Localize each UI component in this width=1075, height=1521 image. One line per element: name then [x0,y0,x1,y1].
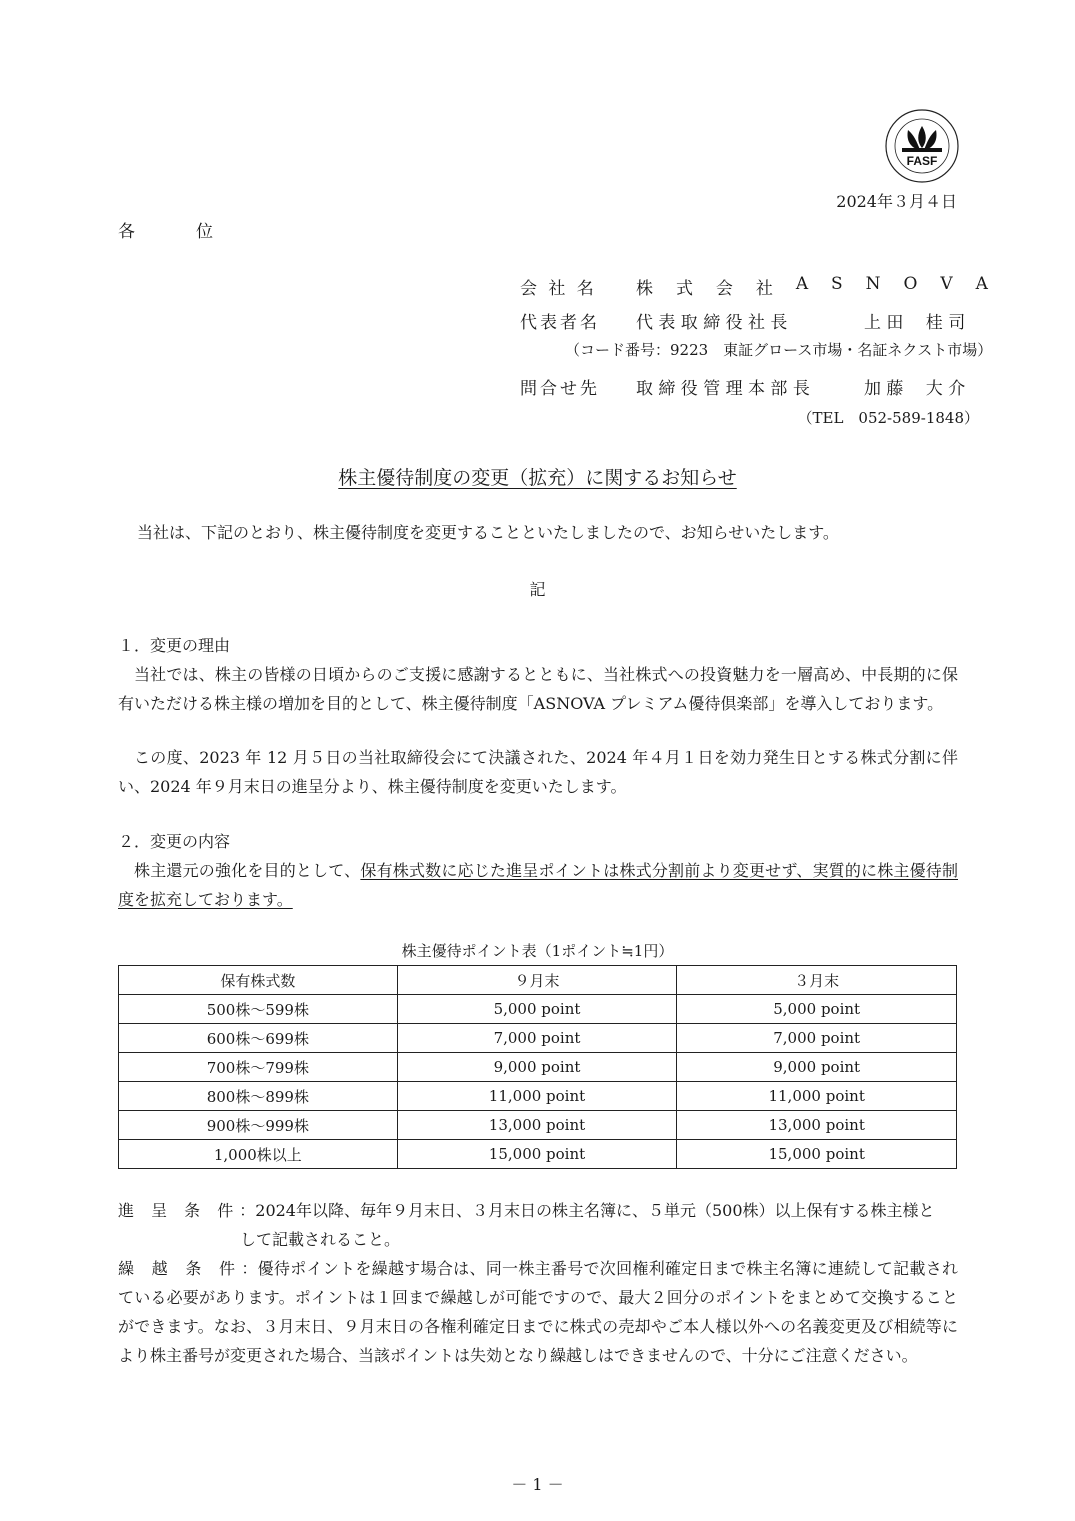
section-2-paragraph [118,856,958,914]
representative-value [636,308,988,333]
page-number: － 1 － [511,1475,564,1494]
logo-text: FASF [906,154,938,168]
representative-label: 代表者名 [520,313,600,333]
carryover-conditions-text: ：優待ポイントを繰越す場合は、同一株主番号で次回権利確定日まで株主名簿に連続して記載されている必要があります。ポイントは１回まで繰越しが可能ですので、最大２回分のポイントをまとめて交換することができます。なお、３月末日、９月末日の各権利確定日までに株式の売却やご本人様以外への名義変更及び相続等により株主番号が変更された場合、当該ポイントは失効となり繰越しはできませんので、十分にご注意ください。 [118,1259,958,1365]
company-name-char: S [831,274,843,294]
cell-march: 5,000 point [677,995,957,1024]
header-holdings: 保有株式数 [119,966,398,995]
contact-value [636,374,988,399]
grant-conditions-text-2: して記載されること。 [240,1230,401,1249]
document-title-text: 株主優待制度の変更（拡充）に関するお知らせ [338,467,737,489]
company-name-char: 会 [715,279,733,299]
contact-title: 取 締 役 管 理 本 部 長 [636,379,810,399]
grant-conditions-text-1: ：2024年以降、毎年９月末日、３月末日の株主名簿に、５単元（500株）以上保有する株主様と [239,1201,935,1220]
company-name-char: A [975,274,988,294]
carryover-conditions-label: 繰 越 条 件 [118,1259,242,1278]
company-name-char: 社 [755,279,773,299]
header-september: ９月末 [397,966,677,995]
table-row [119,1053,957,1082]
points-table [118,965,957,1169]
cell-holdings: 1,000株以上 [119,1140,398,1169]
cell-holdings: 500株～599株 [119,995,398,1024]
section-2-underlined: 保有株式数に応じた進呈ポイントは株式分割前より変更せず、実質的に株主優待制度を拡充しております。 [118,861,958,909]
cell-march: 11,000 point [677,1082,957,1111]
ki-marker: 記 [529,580,546,599]
company-name-char: O [903,274,918,294]
company-name-char: 株 [636,279,653,299]
company-name [636,274,988,299]
cell-september: 13,000 point [397,1111,677,1140]
representative-name: 上 田 桂 司 [864,313,966,333]
table-row [119,1082,957,1111]
section-2-heading: ２．変更の内容 [118,832,231,851]
table-row [119,995,957,1024]
cell-september: 15,000 point [397,1140,677,1169]
document-title [0,463,1075,490]
company-name-char: V [940,274,953,294]
contact-name: 加 藤 大 介 [864,379,966,399]
table-row [119,1024,957,1053]
cell-holdings: 600株～699株 [119,1024,398,1053]
document-date: 2024年３月４日 [836,192,957,211]
table-header-row [119,966,957,995]
cell-march: 9,000 point [677,1053,957,1082]
cell-holdings: 700株～799株 [119,1053,398,1082]
cell-march: 7,000 point [677,1024,957,1053]
points-table-caption: 株主優待ポイント表（1ポイント≒1円） [401,942,674,960]
cell-holdings: 900株～999株 [119,1111,398,1140]
section-1-heading: １．変更の理由 [118,636,231,655]
cell-march: 15,000 point [677,1140,957,1169]
intro-paragraph: 当社は、下記のとおり、株主優待制度を変更することといたしましたので、お知らせいたします。 [137,523,839,542]
company-name-char: A [795,274,809,294]
cell-march: 13,000 point [677,1111,957,1140]
header-march: ３月末 [677,966,957,995]
table-row [119,1140,957,1169]
contact-label: 問合せ先 [520,379,600,399]
section-2-lead: 株主還元の強化を目的として、 [134,861,361,880]
cell-september: 7,000 point [397,1024,677,1053]
cell-september: 9,000 point [397,1053,677,1082]
contact-tel: （TEL 052-589-1848） [797,409,979,427]
grant-conditions [118,1196,958,1254]
table-row [119,1111,957,1140]
cell-september: 11,000 point [397,1082,677,1111]
cell-holdings: 800株～899株 [119,1082,398,1111]
company-name-char: N [865,274,881,294]
company-name-label: 会 社 名 [520,279,597,299]
addressee: 各 位 [118,222,235,242]
grant-conditions-label: 進 呈 条 件 [118,1201,240,1220]
representative-title: 代 表 取 締 役 社 長 [636,313,788,333]
fasf-member-seal-icon [884,108,960,184]
cell-september: 5,000 point [397,995,677,1024]
section-1-paragraph-1: 当社では、株主の皆様の日頃からのご支援に感謝するとともに、当社株式への投資魅力を一層高め、中長期的に保有いただける株主様の増加を目的として、株主優待制度「ASNOVA プレミアム優待倶楽部」を導入しております。 [118,665,958,713]
section-1-paragraph-2: この度、2023 年 12 月５日の当社取締役会にて決議された、2024 年４月１日を効力発生日とする株式分割に伴い、2024 年９月末日の進呈分より、株主優待制度を変更いたします。 [118,748,958,796]
carryover-conditions [118,1254,958,1370]
stock-code-line: （コード番号：9223 東証グロース市場・名証ネクスト市場） [565,341,993,359]
company-name-char: 式 [675,279,693,299]
